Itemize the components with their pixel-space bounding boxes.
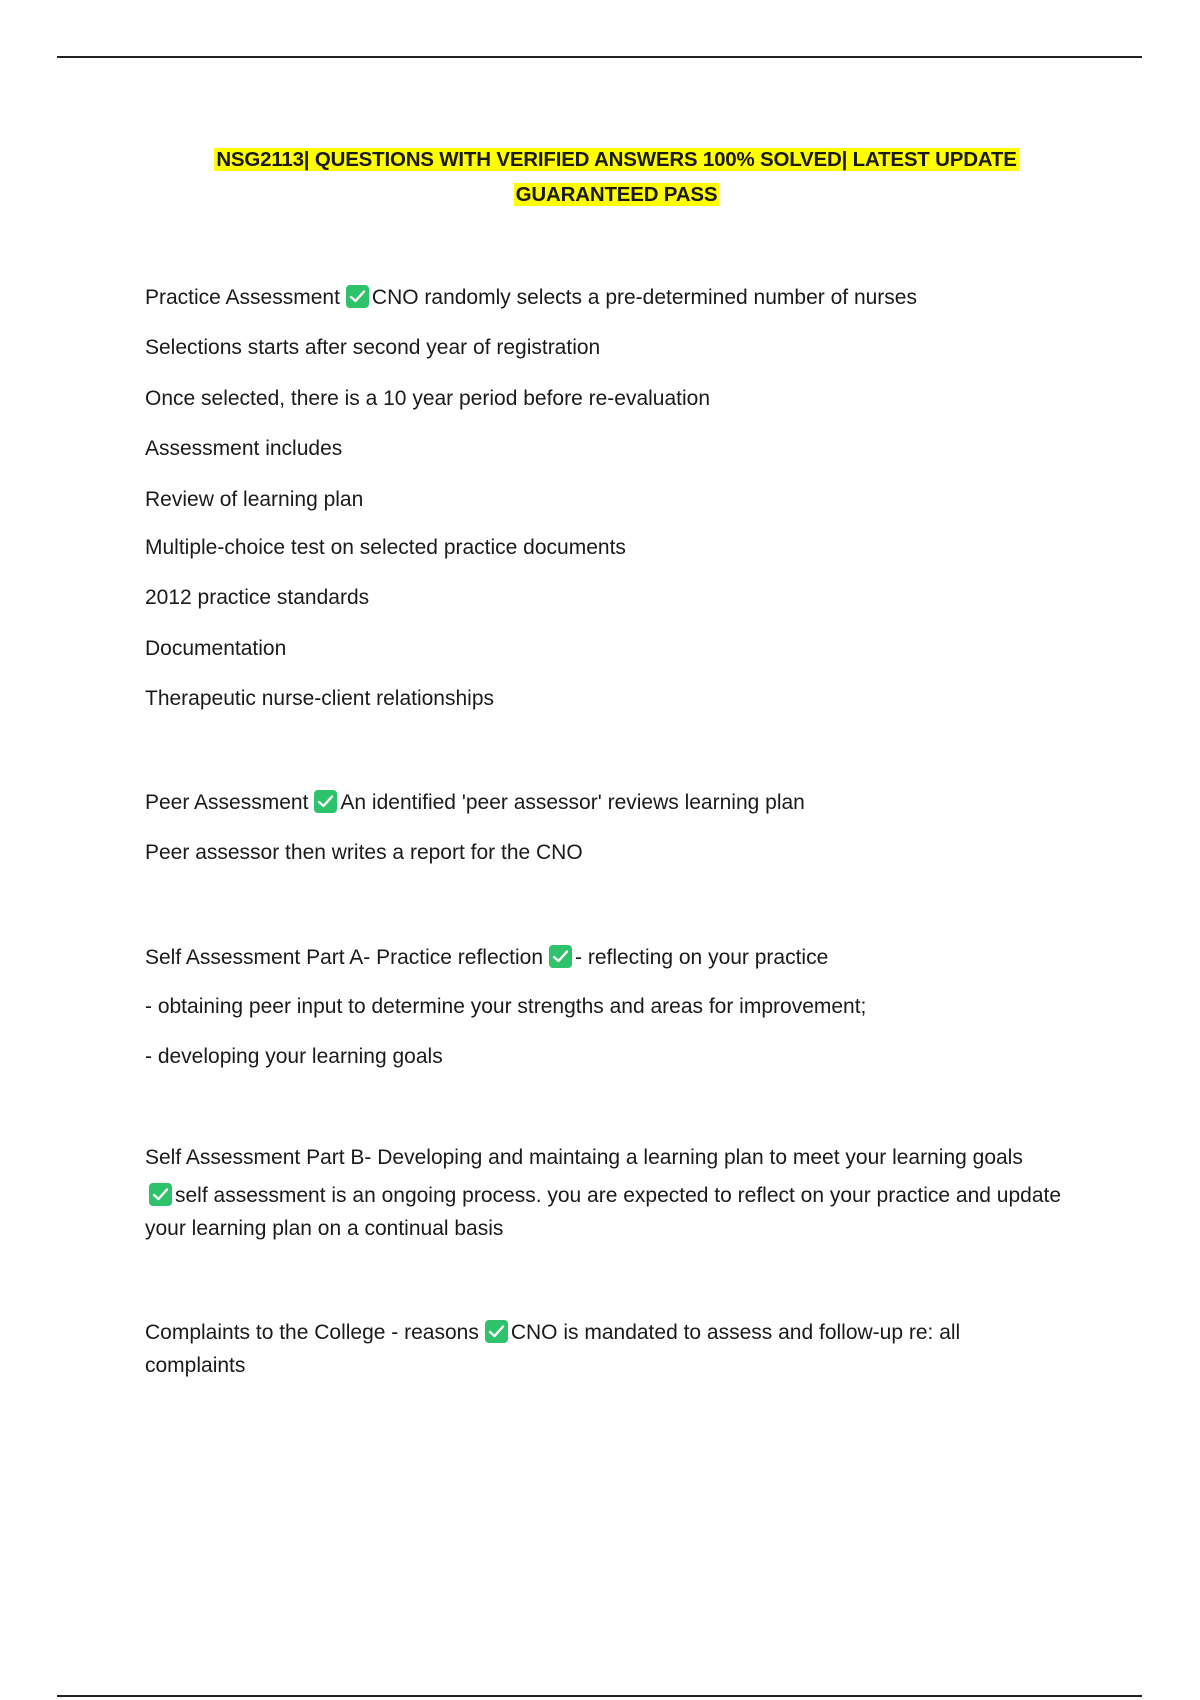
- practice-line: 2012 practice standards: [145, 586, 370, 609]
- practice-question: Practice Assessment: [145, 286, 340, 309]
- peer-answer: An identified 'peer assessor' reviews learning plan: [340, 791, 805, 814]
- self-b-answer-block: [145, 1179, 1075, 1245]
- practice-line: Assessment includes: [145, 437, 343, 460]
- self-a-question: Self Assessment Part A- Practice reflection: [145, 946, 543, 969]
- self-b-question: Self Assessment Part B- Developing and maintaing a learning plan to meet your learning goals: [145, 1146, 1023, 1169]
- practice-line: Multiple-choice test on selected practice documents: [145, 536, 626, 559]
- practice-line: Documentation: [145, 637, 287, 660]
- practice-line: Once selected, there is a 10 year period before re-evaluation: [145, 387, 711, 410]
- practice-line: Review of learning plan: [145, 488, 364, 511]
- self-a-line: - obtaining peer input to determine your strengths and areas for improvement;: [145, 995, 867, 1018]
- practice-question-line: [145, 281, 1075, 314]
- title-line-2: GUARANTEED PASS: [515, 183, 718, 206]
- top-rule: [57, 56, 1142, 58]
- self-b-answer: self assessment is an ongoing process. you are expected to reflect on your practice and update your learning plan on a continual basis: [145, 1184, 1062, 1240]
- check-box-icon: [346, 285, 369, 308]
- complaints-question: Complaints to the College - reasons: [145, 1321, 479, 1344]
- practice-line: Therapeutic nurse-client relationships: [145, 687, 495, 710]
- self-a-line: - developing your learning goals: [145, 1045, 443, 1068]
- practice-answer: CNO randomly selects a pre-determined number of nurses: [371, 286, 917, 309]
- self-a-question-line: [145, 941, 1075, 974]
- peer-question: Peer Assessment: [145, 791, 309, 814]
- check-box-icon: [314, 790, 337, 813]
- complaints-answer: CNO is mandated to assess and follow-up re: all complaints: [145, 1321, 961, 1377]
- check-box-icon: [149, 1183, 172, 1206]
- check-box-icon: [549, 945, 572, 968]
- document-title: [0, 142, 1200, 212]
- complaints-block: [145, 1316, 1025, 1382]
- practice-line: Selections starts after second year of registration: [145, 336, 601, 359]
- bottom-rule: [57, 1695, 1142, 1697]
- check-box-icon: [485, 1320, 508, 1343]
- self-a-answer: - reflecting on your practice: [575, 946, 829, 969]
- peer-question-line: [145, 786, 1075, 819]
- title-line-1: NSG2113| QUESTIONS WITH VERIFIED ANSWERS 100% SOLVED| LATEST UPDATE: [216, 148, 1017, 171]
- peer-line: Peer assessor then writes a report for the CNO: [145, 841, 583, 864]
